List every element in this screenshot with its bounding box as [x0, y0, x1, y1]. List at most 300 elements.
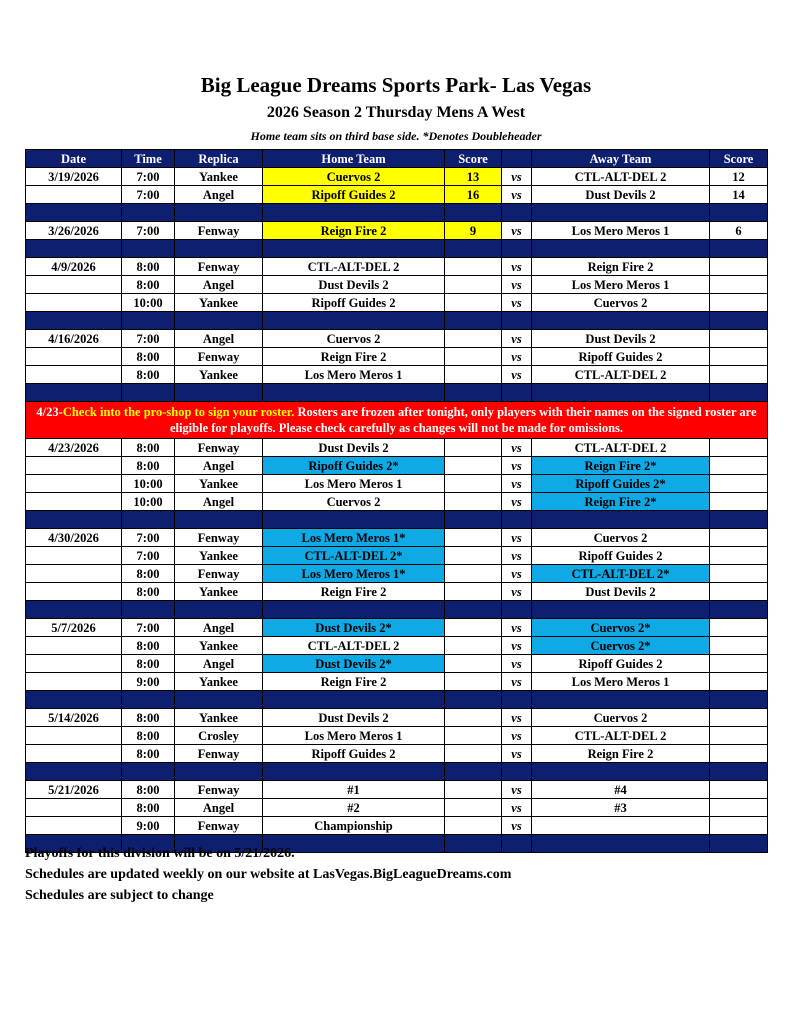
away-score-cell — [710, 348, 768, 366]
date-cell — [26, 475, 122, 493]
away-team-cell: Los Mero Meros 1 — [532, 276, 710, 294]
game-row — [26, 727, 768, 745]
away-team-cell: CTL-ALT-DEL 2* — [532, 565, 710, 583]
replica-cell: Fenway — [175, 529, 263, 547]
time-cell: 8:00 — [122, 655, 175, 673]
week-separator — [26, 204, 768, 222]
vs-cell: vs — [502, 655, 532, 673]
game-row — [26, 222, 768, 240]
home-score-cell — [445, 817, 502, 835]
replica-cell: Fenway — [175, 348, 263, 366]
separator-cell — [710, 384, 768, 402]
replica-cell: Angel — [175, 655, 263, 673]
home-team-cell: Dust Devils 2* — [263, 655, 445, 673]
away-score-cell — [710, 493, 768, 511]
game-row — [26, 294, 768, 312]
separator-cell — [175, 601, 263, 619]
vs-cell: vs — [502, 817, 532, 835]
home-score-cell — [445, 475, 502, 493]
separator-cell — [710, 601, 768, 619]
vs-cell: vs — [502, 727, 532, 745]
home-score-cell — [445, 781, 502, 799]
vs-cell: vs — [502, 294, 532, 312]
away-score-cell — [710, 619, 768, 637]
away-score-cell — [710, 709, 768, 727]
vs-cell: vs — [502, 186, 532, 204]
home-score-cell — [445, 348, 502, 366]
home-score-cell — [445, 745, 502, 763]
separator-cell — [502, 312, 532, 330]
away-score-cell: 12 — [710, 168, 768, 186]
separator-cell — [122, 763, 175, 781]
home-team-cell: Los Mero Meros 1 — [263, 366, 445, 384]
date-cell: 3/26/2026 — [26, 222, 122, 240]
replica-cell: Fenway — [175, 439, 263, 457]
time-cell: 10:00 — [122, 475, 175, 493]
replica-cell: Yankee — [175, 637, 263, 655]
game-row — [26, 439, 768, 457]
home-score-cell — [445, 799, 502, 817]
away-score-cell — [710, 529, 768, 547]
replica-cell: Yankee — [175, 673, 263, 691]
away-team-cell: CTL-ALT-DEL 2 — [532, 168, 710, 186]
home-team-note: Home team sits on third base side. *Denotes Doubleheader — [250, 129, 542, 143]
away-score-cell — [710, 655, 768, 673]
replica-cell: Angel — [175, 619, 263, 637]
date-cell — [26, 457, 122, 475]
away-score-cell — [710, 457, 768, 475]
week-separator — [26, 312, 768, 330]
separator-cell — [532, 691, 710, 709]
replica-cell: Yankee — [175, 709, 263, 727]
date-cell: 4/23/2026 — [26, 439, 122, 457]
away-score-cell — [710, 817, 768, 835]
home-team-cell: CTL-ALT-DEL 2 — [263, 258, 445, 276]
home-score-cell — [445, 619, 502, 637]
separator-cell — [263, 384, 445, 402]
separator-cell — [502, 240, 532, 258]
replica-cell: Yankee — [175, 475, 263, 493]
home-team-cell: Dust Devils 2 — [263, 709, 445, 727]
game-row — [26, 619, 768, 637]
notice-text: Rosters are frozen after tonight, only players with their names on the signed roster are eligible for playoffs. Please check carefully as changes will not be made for omissions. — [169, 405, 757, 435]
game-row — [26, 475, 768, 493]
separator-cell — [502, 763, 532, 781]
date-cell: 3/19/2026 — [26, 168, 122, 186]
home-score-cell — [445, 673, 502, 691]
away-team-cell: Reign Fire 2 — [532, 745, 710, 763]
separator-cell — [263, 312, 445, 330]
away-team-cell: #3 — [532, 799, 710, 817]
away-team-cell: Ripoff Guides 2 — [532, 348, 710, 366]
playoffs-note: Playoffs for this division will be on 5/21/2026. — [25, 846, 295, 861]
time-cell: 8:00 — [122, 348, 175, 366]
week-separator — [26, 601, 768, 619]
replica-cell: Angel — [175, 799, 263, 817]
roster-notice — [26, 402, 768, 439]
col-time: Time — [122, 150, 175, 168]
separator-cell — [175, 312, 263, 330]
vs-cell: vs — [502, 745, 532, 763]
separator-cell — [502, 835, 532, 853]
away-team-cell: Cuervos 2 — [532, 709, 710, 727]
vs-cell: vs — [502, 799, 532, 817]
away-team-cell: Dust Devils 2 — [532, 330, 710, 348]
notice-highlight: Check into the pro-shop to sign your roster. — [62, 405, 295, 419]
replica-cell: Fenway — [175, 258, 263, 276]
separator-cell — [175, 763, 263, 781]
vs-cell: vs — [502, 781, 532, 799]
away-team-cell: Reign Fire 2 — [532, 258, 710, 276]
home-team-cell: Dust Devils 2 — [263, 439, 445, 457]
separator-cell — [263, 511, 445, 529]
away-score-cell — [710, 366, 768, 384]
away-team-cell: Ripoff Guides 2 — [532, 655, 710, 673]
separator-cell — [122, 204, 175, 222]
vs-cell: vs — [502, 222, 532, 240]
home-team-cell: Los Mero Meros 1* — [263, 529, 445, 547]
game-row — [26, 457, 768, 475]
vs-cell: vs — [502, 547, 532, 565]
header-row — [26, 150, 768, 168]
separator-cell — [445, 384, 502, 402]
separator-cell — [502, 691, 532, 709]
vs-cell: vs — [502, 493, 532, 511]
week-separator — [26, 511, 768, 529]
away-team-cell: Ripoff Guides 2 — [532, 547, 710, 565]
away-score-cell — [710, 258, 768, 276]
vs-cell: vs — [502, 475, 532, 493]
away-team-cell: CTL-ALT-DEL 2 — [532, 727, 710, 745]
separator-cell — [263, 691, 445, 709]
separator-cell — [710, 312, 768, 330]
separator-cell — [122, 511, 175, 529]
date-cell: 4/9/2026 — [26, 258, 122, 276]
separator-cell — [263, 601, 445, 619]
vs-cell: vs — [502, 565, 532, 583]
home-score-cell — [445, 565, 502, 583]
home-team-cell: Championship — [263, 817, 445, 835]
away-team-cell — [532, 817, 710, 835]
separator-cell — [710, 511, 768, 529]
home-team-cell: Los Mero Meros 1 — [263, 475, 445, 493]
time-cell: 8:00 — [122, 583, 175, 601]
date-cell — [26, 745, 122, 763]
game-row — [26, 817, 768, 835]
home-team-cell: Ripoff Guides 2* — [263, 457, 445, 475]
week-separator — [26, 240, 768, 258]
date-cell — [26, 637, 122, 655]
separator-cell — [445, 240, 502, 258]
home-score-cell — [445, 547, 502, 565]
game-row — [26, 493, 768, 511]
home-team-cell: Cuervos 2 — [263, 493, 445, 511]
col-away-score: Score — [710, 150, 768, 168]
replica-cell: Yankee — [175, 366, 263, 384]
time-cell: 8:00 — [122, 727, 175, 745]
separator-cell — [502, 601, 532, 619]
replica-cell: Angel — [175, 457, 263, 475]
separator-cell — [122, 312, 175, 330]
vs-cell: vs — [502, 168, 532, 186]
away-score-cell — [710, 799, 768, 817]
separator-cell — [532, 601, 710, 619]
game-row — [26, 745, 768, 763]
time-cell: 7:00 — [122, 330, 175, 348]
vs-cell: vs — [502, 258, 532, 276]
separator-cell — [263, 204, 445, 222]
week-separator — [26, 384, 768, 402]
home-score-cell: 16 — [445, 186, 502, 204]
away-score-cell — [710, 547, 768, 565]
game-row — [26, 673, 768, 691]
separator-cell — [532, 763, 710, 781]
away-score-cell: 14 — [710, 186, 768, 204]
replica-cell: Angel — [175, 330, 263, 348]
home-team-cell: #2 — [263, 799, 445, 817]
replica-cell: Yankee — [175, 547, 263, 565]
home-team-cell: Reign Fire 2 — [263, 222, 445, 240]
away-team-cell: Ripoff Guides 2* — [532, 475, 710, 493]
home-score-cell — [445, 655, 502, 673]
date-cell — [26, 493, 122, 511]
separator-cell — [445, 312, 502, 330]
schedule-table — [25, 149, 768, 853]
home-team-cell: Cuervos 2 — [263, 168, 445, 186]
home-score-cell — [445, 727, 502, 745]
replica-cell: Yankee — [175, 294, 263, 312]
date-cell — [26, 348, 122, 366]
home-team-cell: Los Mero Meros 1 — [263, 727, 445, 745]
vs-cell: vs — [502, 673, 532, 691]
time-cell: 8:00 — [122, 258, 175, 276]
home-team-cell: Cuervos 2 — [263, 330, 445, 348]
separator-cell — [445, 601, 502, 619]
home-score-cell: 9 — [445, 222, 502, 240]
home-score-cell — [445, 330, 502, 348]
separator-cell — [710, 691, 768, 709]
game-row — [26, 709, 768, 727]
time-cell: 10:00 — [122, 493, 175, 511]
time-cell: 7:00 — [122, 186, 175, 204]
home-team-cell: CTL-ALT-DEL 2 — [263, 637, 445, 655]
away-score-cell — [710, 475, 768, 493]
away-score-cell — [710, 565, 768, 583]
separator-cell — [445, 204, 502, 222]
time-cell: 8:00 — [122, 457, 175, 475]
home-score-cell — [445, 457, 502, 475]
date-cell — [26, 799, 122, 817]
time-cell: 7:00 — [122, 168, 175, 186]
away-score-cell — [710, 781, 768, 799]
time-cell: 8:00 — [122, 799, 175, 817]
separator-cell — [175, 204, 263, 222]
separator-cell — [532, 240, 710, 258]
time-cell: 7:00 — [122, 529, 175, 547]
col-home-score: Score — [445, 150, 502, 168]
home-score-cell: 13 — [445, 168, 502, 186]
vs-cell: vs — [502, 457, 532, 475]
away-score-cell — [710, 439, 768, 457]
home-score-cell — [445, 709, 502, 727]
time-cell: 7:00 — [122, 547, 175, 565]
away-team-cell: Cuervos 2* — [532, 637, 710, 655]
home-team-cell: CTL-ALT-DEL 2* — [263, 547, 445, 565]
home-team-cell: Ripoff Guides 2 — [263, 294, 445, 312]
time-cell: 8:00 — [122, 565, 175, 583]
home-score-cell — [445, 637, 502, 655]
separator-cell — [532, 835, 710, 853]
date-cell — [26, 366, 122, 384]
time-cell: 9:00 — [122, 673, 175, 691]
separator-cell — [710, 240, 768, 258]
time-cell: 10:00 — [122, 294, 175, 312]
time-cell: 8:00 — [122, 745, 175, 763]
separator-cell — [502, 511, 532, 529]
date-cell: 5/7/2026 — [26, 619, 122, 637]
time-cell: 8:00 — [122, 276, 175, 294]
vs-cell: vs — [502, 583, 532, 601]
home-team-cell: Dust Devils 2* — [263, 619, 445, 637]
away-score-cell — [710, 673, 768, 691]
time-cell: 8:00 — [122, 637, 175, 655]
website-note: Schedules are updated weekly on our website at LasVegas.BigLeagueDreams.com — [25, 867, 512, 882]
separator-cell — [532, 384, 710, 402]
away-score-cell: 6 — [710, 222, 768, 240]
away-score-cell — [710, 330, 768, 348]
date-cell — [26, 583, 122, 601]
away-team-cell: Dust Devils 2 — [532, 186, 710, 204]
home-team-cell: Ripoff Guides 2 — [263, 745, 445, 763]
away-team-cell: Cuervos 2 — [532, 529, 710, 547]
separator-cell — [26, 763, 122, 781]
game-row — [26, 366, 768, 384]
page-subtitle: 2026 Season 2 Thursday Mens A West — [266, 104, 526, 121]
separator-cell — [445, 511, 502, 529]
away-score-cell — [710, 294, 768, 312]
separator-cell — [26, 691, 122, 709]
game-row — [26, 781, 768, 799]
vs-cell: vs — [502, 276, 532, 294]
away-team-cell: Cuervos 2 — [532, 294, 710, 312]
game-row — [26, 565, 768, 583]
change-note: Schedules are subject to change — [25, 888, 214, 903]
game-row — [26, 655, 768, 673]
time-cell: 8:00 — [122, 709, 175, 727]
home-score-cell — [445, 439, 502, 457]
away-team-cell: Reign Fire 2* — [532, 457, 710, 475]
separator-cell — [122, 240, 175, 258]
vs-cell: vs — [502, 348, 532, 366]
vs-cell: vs — [502, 637, 532, 655]
separator-cell — [263, 240, 445, 258]
away-score-cell — [710, 727, 768, 745]
replica-cell: Angel — [175, 186, 263, 204]
separator-cell — [26, 601, 122, 619]
notice-date: 4/23- — [36, 405, 63, 419]
time-cell: 8:00 — [122, 781, 175, 799]
separator-cell — [710, 204, 768, 222]
date-cell — [26, 565, 122, 583]
away-team-cell: #4 — [532, 781, 710, 799]
date-cell: 5/14/2026 — [26, 709, 122, 727]
home-score-cell — [445, 493, 502, 511]
separator-cell — [26, 312, 122, 330]
separator-cell — [710, 835, 768, 853]
separator-cell — [445, 835, 502, 853]
replica-cell: Angel — [175, 493, 263, 511]
roster-notice-row — [26, 402, 768, 439]
game-row — [26, 186, 768, 204]
away-score-cell — [710, 583, 768, 601]
replica-cell: Crosley — [175, 727, 263, 745]
replica-cell: Fenway — [175, 565, 263, 583]
time-cell: 7:00 — [122, 619, 175, 637]
separator-cell — [445, 763, 502, 781]
game-row — [26, 529, 768, 547]
away-team-cell: Reign Fire 2* — [532, 493, 710, 511]
replica-cell: Fenway — [175, 781, 263, 799]
home-team-cell: Reign Fire 2 — [263, 673, 445, 691]
home-team-cell: Los Mero Meros 1* — [263, 565, 445, 583]
separator-cell — [263, 763, 445, 781]
time-cell: 8:00 — [122, 366, 175, 384]
col-away-team: Away Team — [532, 150, 710, 168]
date-cell — [26, 727, 122, 745]
replica-cell: Fenway — [175, 817, 263, 835]
col-home-team: Home Team — [263, 150, 445, 168]
separator-cell — [502, 384, 532, 402]
replica-cell: Fenway — [175, 222, 263, 240]
vs-cell: vs — [502, 709, 532, 727]
week-separator — [26, 763, 768, 781]
separator-cell — [532, 511, 710, 529]
vs-cell: vs — [502, 619, 532, 637]
away-team-cell: Los Mero Meros 1 — [532, 673, 710, 691]
home-score-cell — [445, 529, 502, 547]
game-row — [26, 258, 768, 276]
home-score-cell — [445, 276, 502, 294]
home-score-cell — [445, 258, 502, 276]
week-separator — [26, 691, 768, 709]
replica-cell: Yankee — [175, 168, 263, 186]
away-score-cell — [710, 276, 768, 294]
home-score-cell — [445, 366, 502, 384]
separator-cell — [710, 763, 768, 781]
page-title: Big League Dreams Sports Park- Las Vegas — [200, 73, 592, 97]
away-score-cell — [710, 637, 768, 655]
date-cell: 5/21/2026 — [26, 781, 122, 799]
vs-cell: vs — [502, 439, 532, 457]
home-score-cell — [445, 294, 502, 312]
separator-cell — [26, 384, 122, 402]
date-cell — [26, 655, 122, 673]
time-cell: 9:00 — [122, 817, 175, 835]
vs-cell: vs — [502, 330, 532, 348]
home-team-cell: Reign Fire 2 — [263, 583, 445, 601]
away-team-cell: Cuervos 2* — [532, 619, 710, 637]
date-cell — [26, 547, 122, 565]
separator-cell — [122, 384, 175, 402]
game-row — [26, 547, 768, 565]
away-team-cell: CTL-ALT-DEL 2 — [532, 439, 710, 457]
replica-cell: Fenway — [175, 745, 263, 763]
replica-cell: Yankee — [175, 583, 263, 601]
separator-cell — [532, 204, 710, 222]
home-score-cell — [445, 583, 502, 601]
game-row — [26, 637, 768, 655]
separator-cell — [175, 240, 263, 258]
